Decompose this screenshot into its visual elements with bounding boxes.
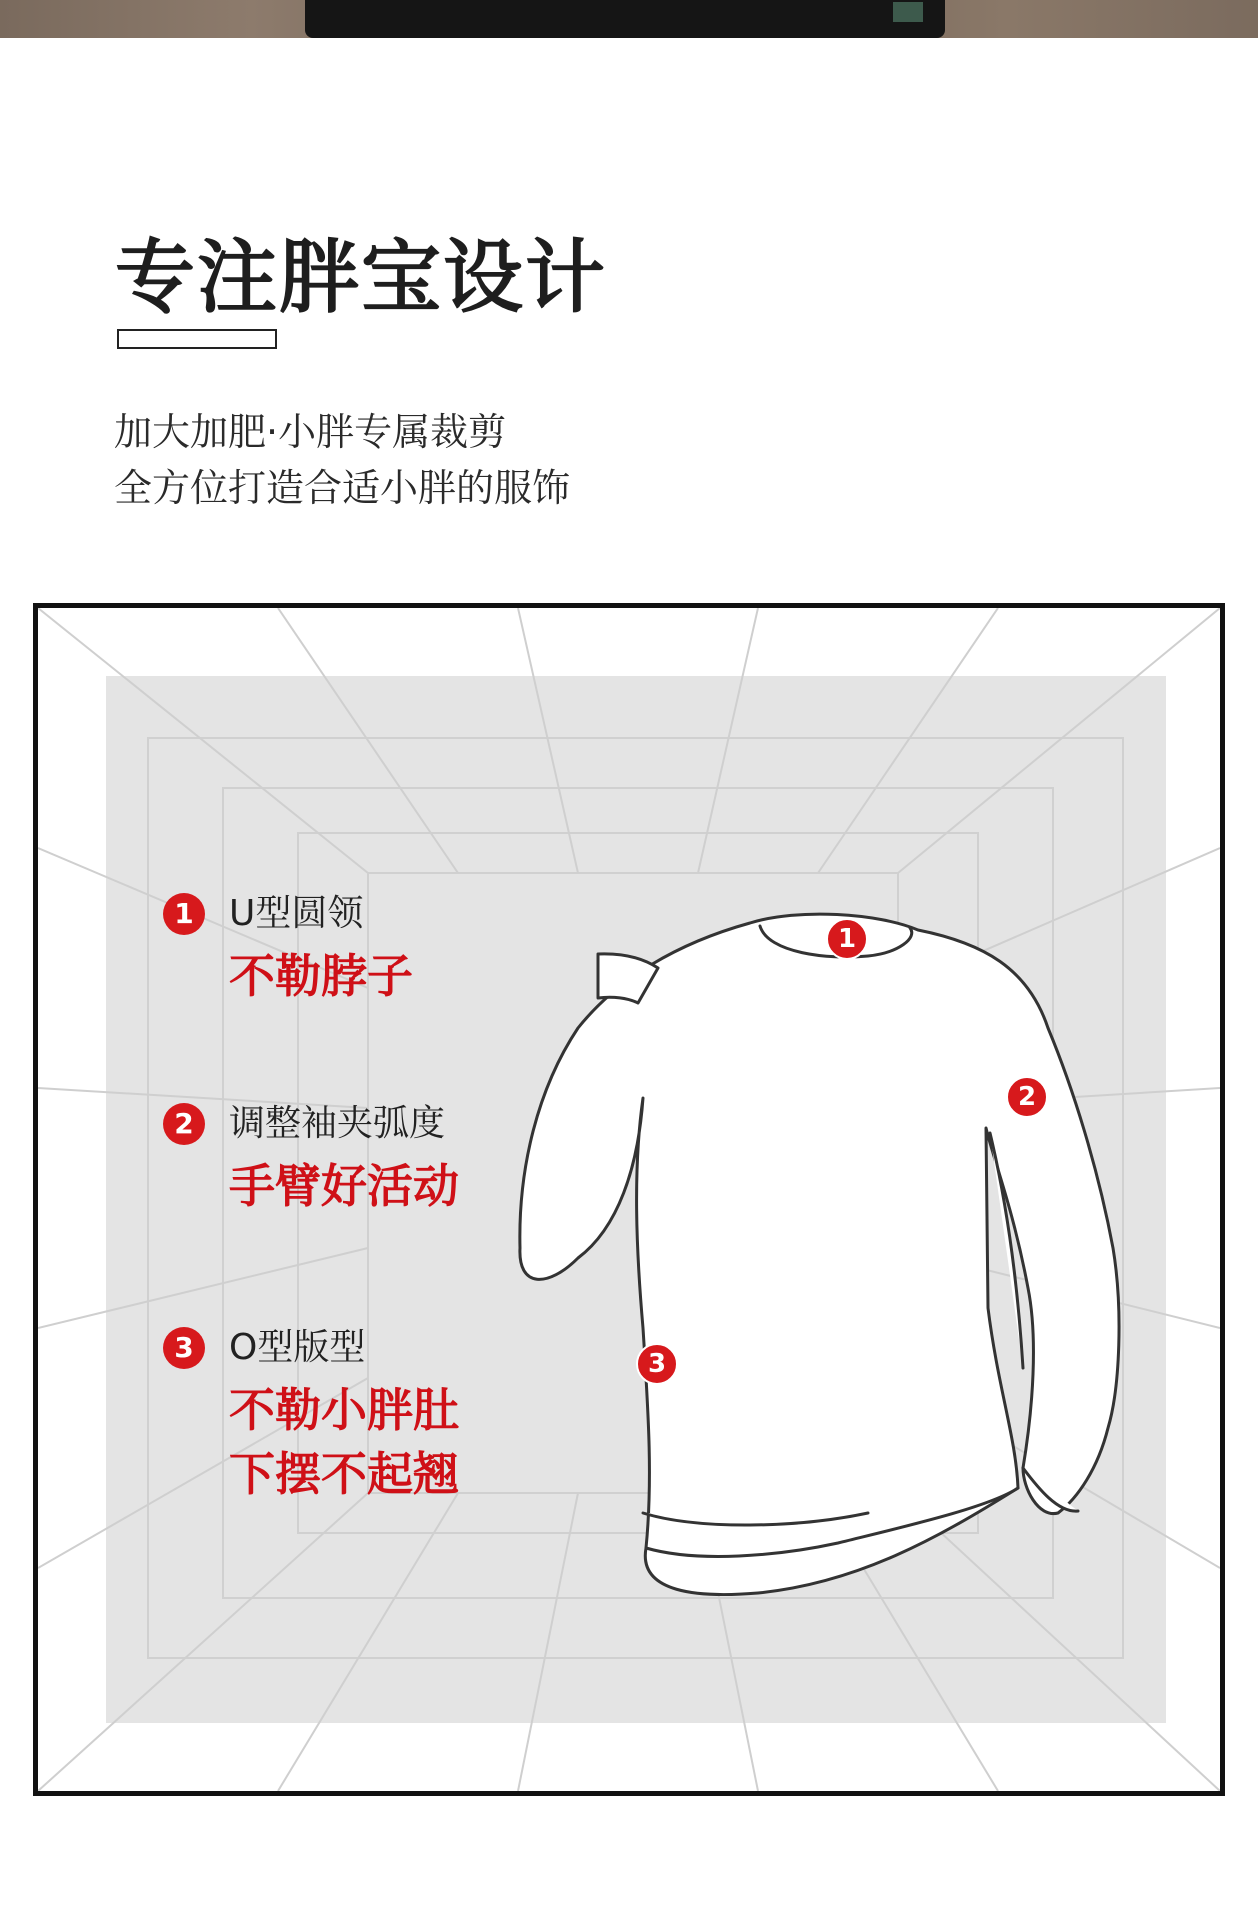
dark-garment-photo — [305, 0, 945, 38]
sweater-outline-illustration — [38, 608, 1220, 1791]
title-underline-bar — [117, 329, 277, 349]
feature-2-benefit: 手臂好活动 — [229, 1159, 459, 1213]
diagram-marker-1: 1 — [826, 918, 868, 960]
diagram-marker-2: 2 — [1006, 1076, 1048, 1118]
feature-1-label: U型圆领 — [229, 893, 364, 934]
feature-1-benefit: 不勒脖子 — [229, 949, 413, 1003]
feature-2-number-badge: 2 — [163, 1103, 205, 1145]
page-title: 专注胖宝设计 — [115, 231, 607, 324]
feature-3-benefit-line-1: 不勒小胖肚 — [229, 1383, 459, 1437]
feature-3-benefit-line-2: 下摆不起翘 — [229, 1447, 459, 1501]
design-feature-panel — [33, 603, 1225, 1796]
subtitle-line-1: 加大加肥·小胖专属裁剪 — [114, 410, 507, 454]
diagram-marker-3: 3 — [636, 1343, 678, 1385]
feature-3-number-badge: 3 — [163, 1327, 205, 1369]
top-photo-strip — [0, 0, 1258, 38]
subtitle — [114, 404, 570, 516]
feature-3-label: O型版型 — [229, 1327, 366, 1368]
feature-2-label: 调整袖夹弧度 — [229, 1103, 446, 1144]
garment-tag — [893, 2, 923, 22]
subtitle-line-2: 全方位打造合适小胖的服饰 — [114, 466, 571, 510]
feature-1-number-badge: 1 — [163, 893, 205, 935]
